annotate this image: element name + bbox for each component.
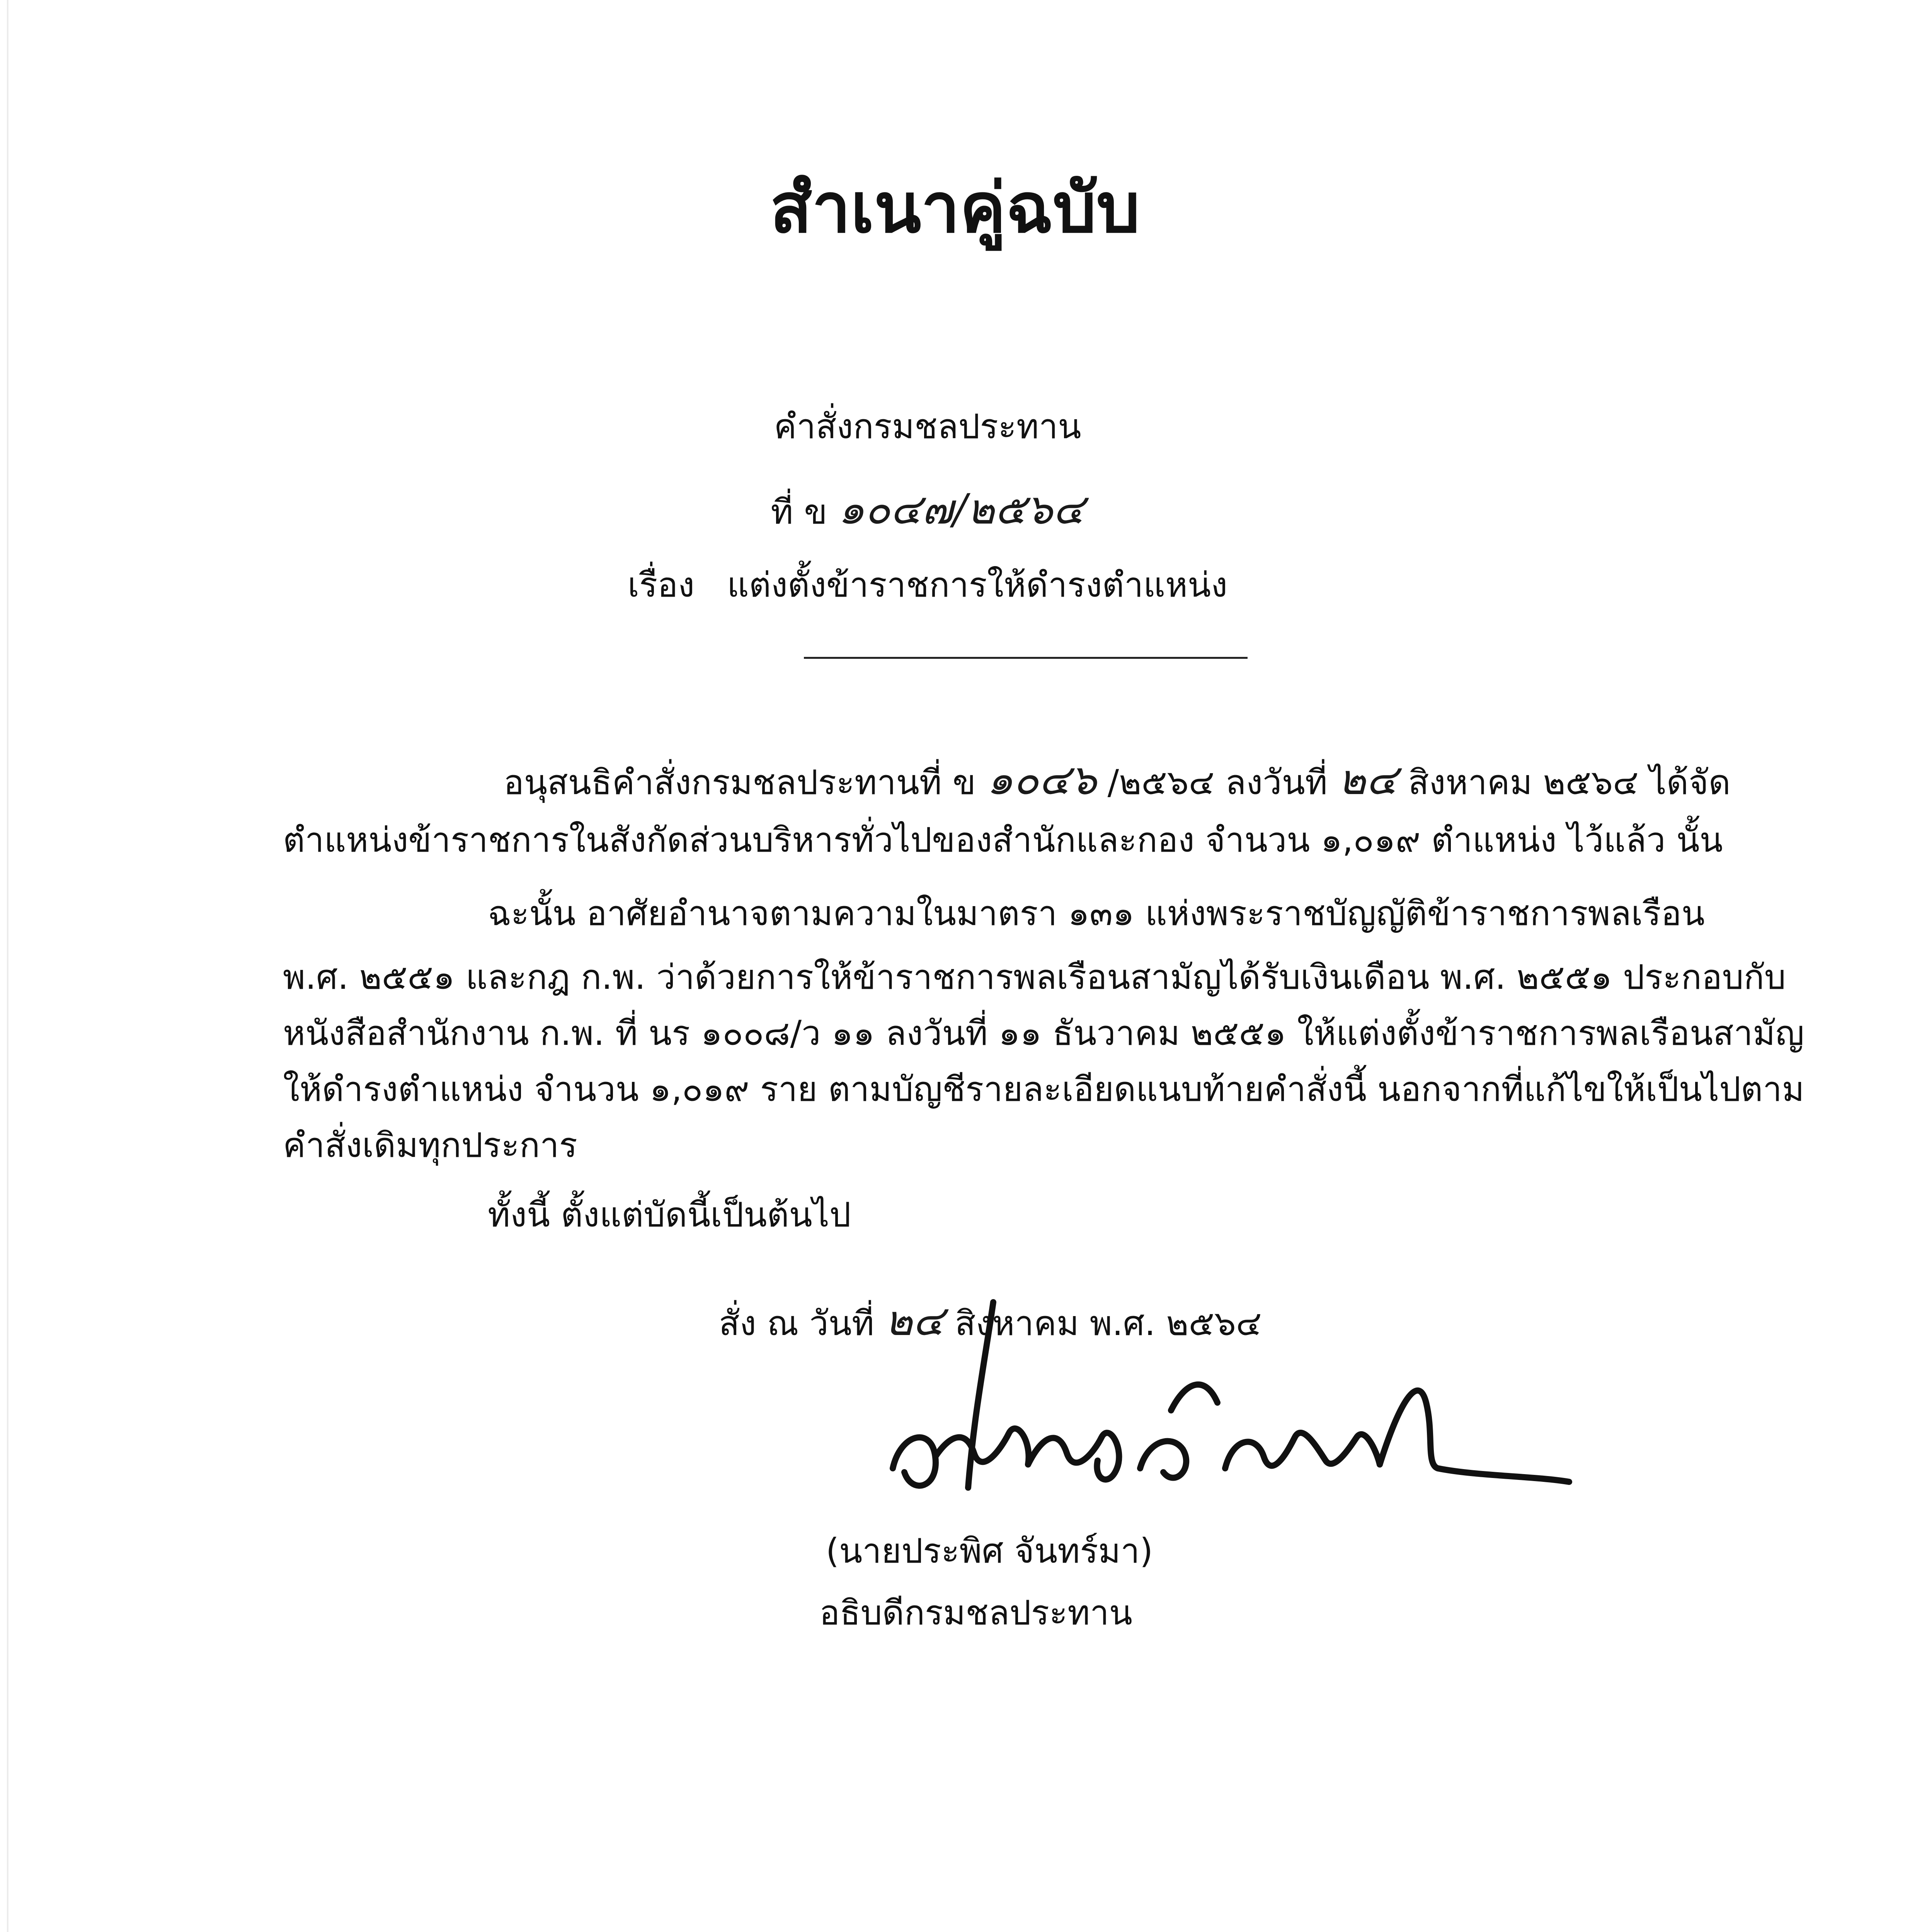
paragraph-2-line-3: หนังสือสำนักงาน ก.พ. ที่ นร ๑๐๐๘/ว ๑๑ ลงวันที่ ๑๑ ธันวาคม ๒๕๕๑ ให้แต่งตั้งข้าราชการพลเรือนสามัญ	[283, 1013, 1804, 1053]
order-number-label: ที่ ข	[771, 492, 827, 532]
subject-text: แต่งตั้งข้าราชการให้ดำรงตำแหน่ง	[727, 565, 1228, 605]
document-title: สำเนาคู่ฉบับ	[770, 168, 1140, 248]
paragraph-3: ทั้งนี้ ตั้งแต่บัดนี้เป็นต้นไป	[488, 1195, 851, 1235]
handwritten-order-day: ๒๔	[885, 1297, 944, 1345]
order-number-line	[771, 485, 1084, 534]
handwritten-ref-number: ๑๐๔๖	[986, 756, 1097, 804]
paragraph-2-line-1: ฉะนั้น อาศัยอำนาจตามความในมาตรา ๑๓๑ แห่งพระราชบัญญัติข้าราชการพลเรือน	[488, 893, 1705, 933]
paragraph-2-line-4: ให้ดำรงตำแหน่ง จำนวน ๑,๐๑๙ ราย ตามบัญชีรายละเอียดแนบท้ายคำสั่งนี้ นอกจากที่แก้ไขให้เป็นไปตาม	[283, 1069, 1804, 1109]
para1-text-c: สิงหาคม ๒๕๖๔ ได้จัด	[1408, 762, 1731, 802]
paragraph-2-line-2: พ.ศ. ๒๕๕๑ และกฎ ก.พ. ว่าด้วยการให้ข้าราชการพลเรือนสามัญได้รับเงินเดือน พ.ศ. ๒๕๕๑ ประกอบกับ	[283, 957, 1786, 997]
director-signature	[877, 1287, 1573, 1538]
subject-line	[627, 565, 1228, 605]
order-date-suffix: สิงหาคม พ.ศ. ๒๕๖๔	[955, 1303, 1262, 1343]
signatory-name: (นายประพิศ จันทร์มา)	[826, 1531, 1153, 1571]
signatory-position: อธิบดีกรมชลประทาน	[819, 1593, 1132, 1633]
paragraph-1-line-2: ตำแหน่งข้าราชการในสังกัดส่วนบริหารทั่วไปของสำนักและกอง จำนวน ๑,๐๑๙ ตำแหน่ง ไว้แล้ว นั้น	[283, 820, 1723, 860]
organization-line: คำสั่งกรมชลประทาน	[774, 406, 1081, 446]
handwritten-ref-day: ๒๔	[1338, 756, 1398, 804]
para1-text-a: อนุสนธิคำสั่งกรมชลประทานที่ ข	[504, 762, 976, 802]
para1-text-b: /๒๕๖๔ ลงวันที่	[1107, 762, 1328, 802]
order-number: ๑๐๔๗/๒๕๖๔	[838, 485, 1084, 534]
order-date-prefix: สั่ง ณ วันที่	[719, 1303, 874, 1343]
paragraph-1-line-1	[504, 756, 1731, 804]
subject-label: เรื่อง	[627, 565, 695, 605]
header-divider	[804, 657, 1248, 659]
scan-edge	[7, 0, 9, 1932]
paragraph-2-line-5: คำสั่งเดิมทุกประการ	[283, 1125, 577, 1165]
